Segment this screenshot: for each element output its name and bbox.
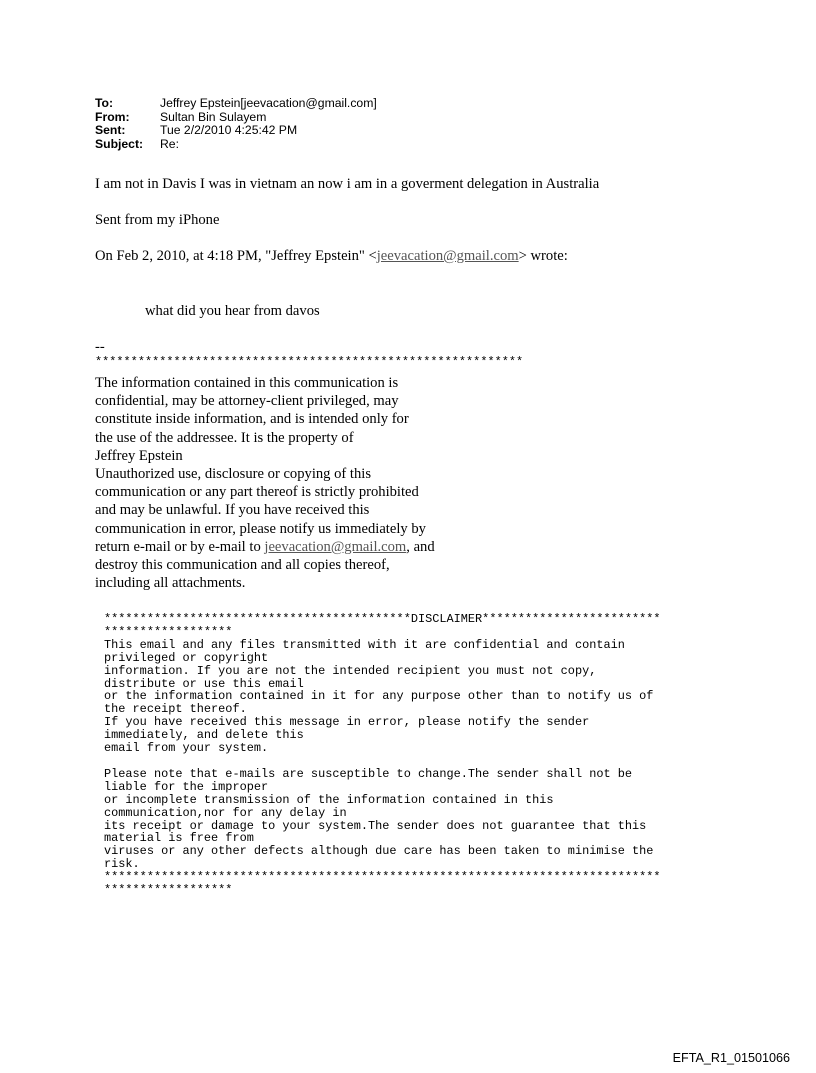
- confidentiality-notice: [95, 374, 435, 592]
- sent-label: Sent:: [95, 123, 126, 138]
- email-header: [95, 97, 377, 151]
- disclaimer-line: email from your system.: [104, 741, 269, 756]
- confidentiality-line: The information contained in this communication is: [95, 375, 399, 391]
- confidentiality-line10-suffix: , and: [406, 538, 435, 555]
- disclaimer-line: ******************************************************************************: [104, 870, 661, 885]
- quote-email-link[interactable]: jeevacation@gmail.com: [376, 248, 519, 264]
- disclaimer-line: risk.: [104, 857, 140, 872]
- disclaimer-line: This email and any files transmitted with it are confidential and contain: [104, 637, 625, 652]
- subject-row: [95, 138, 377, 152]
- disclaimer-line: If you have received this message in error, please notify the sender: [104, 715, 590, 730]
- confidentiality-email-link[interactable]: jeevacation@gmail.com: [264, 538, 407, 555]
- quote-attribution: [95, 248, 568, 265]
- to-row: [95, 97, 377, 111]
- disclaimer-line: communication,nor for any delay in: [104, 805, 347, 820]
- document-id: EFTA_R1_01501066: [672, 1051, 790, 1065]
- sent-row: [95, 124, 377, 138]
- signature-dashes: --: [95, 339, 105, 355]
- from-value: Sultan Bin Sulayem: [160, 109, 267, 124]
- disclaimer-line: Please note that e-mails are susceptible to change.The sender shall not be: [104, 766, 633, 781]
- quoted-message: what did you hear from davos: [145, 303, 320, 319]
- confidentiality-line: communication in error, please notify us immediately by: [95, 520, 426, 537]
- disclaimer-line: material is free from: [104, 831, 254, 846]
- message-text: I am not in Davis I was in vietnam an now i am in a goverment delegation in Australia: [95, 176, 600, 192]
- subject-label: Subject:: [95, 136, 144, 151]
- to-label: To:: [95, 96, 114, 110]
- disclaimer-line: ******************: [104, 883, 233, 898]
- quote-suffix: > wrote:: [518, 248, 568, 264]
- confidentiality-line: including all attachments.: [95, 575, 246, 592]
- confidentiality-line: communication or any part thereof is strictly prohibited: [95, 484, 419, 501]
- sent-value: Tue 2/2/2010 4:25:42 PM: [160, 123, 298, 138]
- confidentiality-line: Unauthorized use, disclosure or copying of this: [95, 466, 372, 483]
- confidentiality-line: destroy this communication and all copies thereof,: [95, 557, 390, 574]
- disclaimer-line: distribute or use this email: [104, 676, 304, 691]
- to-value: Jeffrey Epstein[jeevacation@gmail.com]: [160, 96, 377, 110]
- disclaimer-blank-line: [104, 755, 661, 768]
- disclaimer-line: immediately, and delete this: [104, 728, 304, 743]
- disclaimer-line: *******************************************DISCLAIMER*************************: [104, 612, 661, 626]
- subject-value: Re:: [160, 136, 179, 151]
- disclaimer-line: or the information contained in it for any purpose other than to notify us of: [104, 689, 654, 704]
- confidentiality-line: constitute inside information, and is intended only for: [95, 411, 409, 428]
- quote-prefix: On Feb 2, 2010, at 4:18 PM, "Jeffrey Epstein" <: [95, 248, 377, 264]
- confidentiality-line: and may be unlawful. If you have received this: [95, 502, 370, 519]
- confidentiality-line: the use of the addressee. It is the property of: [95, 429, 354, 446]
- confidentiality-line-email: [95, 538, 435, 556]
- disclaimer-block: [104, 613, 661, 897]
- stars-separator: ************************************************************: [95, 355, 524, 369]
- disclaimer-line: its receipt or damage to your system.The sender does not guarantee that this: [104, 818, 647, 833]
- disclaimer-line: privileged or copyright: [104, 650, 269, 665]
- disclaimer-line: information. If you are not the intended recipient you must not copy,: [104, 663, 597, 678]
- disclaimer-line: or incomplete transmission of the information contained in this: [104, 792, 554, 807]
- from-label: From:: [95, 109, 130, 124]
- disclaimer-line: viruses or any other defects although due care has been taken to minimise the: [104, 844, 654, 859]
- from-row: [95, 111, 377, 125]
- iphone-signature: Sent from my iPhone: [95, 212, 220, 228]
- disclaimer-line: ******************: [104, 624, 233, 639]
- confidentiality-line: confidential, may be attorney-client privileged, may: [95, 393, 399, 410]
- disclaimer-line: the receipt thereof.: [104, 702, 247, 717]
- disclaimer-line: liable for the improper: [104, 779, 269, 794]
- confidentiality-line10-prefix: return e-mail or by e-mail to: [95, 538, 265, 555]
- confidentiality-line: Jeffrey Epstein: [95, 447, 183, 464]
